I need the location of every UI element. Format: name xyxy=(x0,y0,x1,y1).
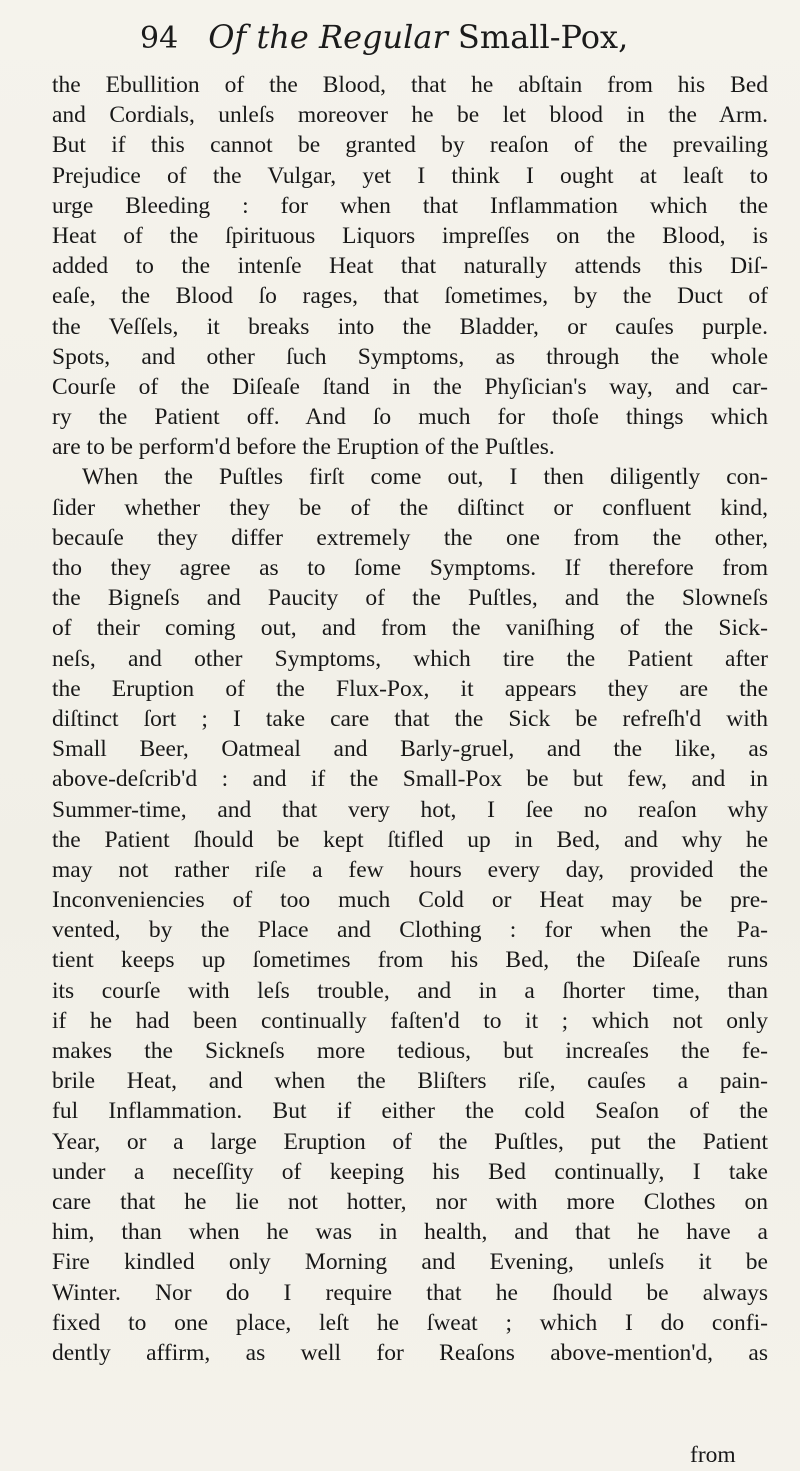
text-line: above-deſcrib'd : and if the Small-Pox be but few, and in xyxy=(52,766,768,793)
text-line: neſs, and other Symptoms, which tire the Patient after xyxy=(52,645,768,672)
text-line: ry the Patient off. And ſo much for thoſe things which xyxy=(52,404,768,431)
page-number: 94 xyxy=(140,21,179,56)
text-line: Inconveniencies of too much Cold or Heat may be pre- xyxy=(52,887,768,914)
text-line: the Veſſels, it breaks into the Bladder, or cauſes purple. xyxy=(52,313,768,340)
text-line: dently affirm, as well for Reaſons above-mention'd, as xyxy=(52,1339,768,1366)
text-line: the Bigneſs and Paucity of the Puſtles, and the Slowneſs xyxy=(52,585,768,612)
text-line: urge Bleeding : for when that Inflammation which the xyxy=(52,192,768,219)
text-line: the Ebullition of the Blood, that he abſtain from his Bed xyxy=(52,72,768,98)
text-line: and Cordials, unleſs moreover he be let blood in the Arm. xyxy=(52,102,768,129)
text-line: the Patient ſhould be kept ſtifled up in Bed, and why he xyxy=(52,826,768,853)
text-line: tho they agree as to ſome Symptoms. If therefore from xyxy=(52,555,768,581)
catchword: from xyxy=(690,1442,736,1468)
text-line: the Eruption of the Flux-Pox, it appears they are the xyxy=(52,675,768,702)
paragraph-start-line: When the Puſtles firſt come out, I then diligently con- xyxy=(82,464,768,491)
text-line: ſider whether they be of the diſtinct or confluent kind, xyxy=(52,494,768,521)
body-text xyxy=(52,70,768,1368)
text-line: under a neceſſity of keeping his Bed continually, I take xyxy=(52,1158,768,1185)
text-line: becauſe they differ extremely the one from the other, xyxy=(52,524,768,551)
running-head-rest: Small-Pox, xyxy=(447,18,629,56)
text-line: care that he lie not hotter, nor with more Clothes on xyxy=(52,1188,768,1215)
text-line: are to be perform'd before the Eruption of the Puſtles. xyxy=(52,434,555,461)
text-line: may not rather riſe a few hours every day, provided the xyxy=(52,856,768,883)
text-line: Fire kindled only Morning and Evening, unleſs it be xyxy=(52,1249,768,1276)
text-line: makes the Sickneſs more tedious, but increaſes the fe- xyxy=(52,1038,768,1064)
text-line: fixed to one place, leſt he ſweat ; which I do confi- xyxy=(52,1309,768,1336)
text-line: tient keeps up ſometimes from his Bed, the Diſeaſe runs xyxy=(52,947,768,974)
text-line: of their coming out, and from the vaniſhing of the Sick- xyxy=(52,615,768,642)
text-line: ful Inflammation. But if either the cold Seaſon of the xyxy=(52,1098,768,1125)
text-line: Summer-time, and that very hot, I ſee no reaſon why xyxy=(52,796,768,823)
text-line: Spots, and other ſuch Symptoms, as through the whole xyxy=(52,343,768,370)
page-header xyxy=(140,18,628,62)
text-line: brile Heat, and when the Bliſters riſe, cauſes a pain- xyxy=(52,1068,768,1095)
running-head xyxy=(208,18,628,56)
text-line: vented, by the Place and Clothing : for when the Pa- xyxy=(52,917,768,944)
running-head-italic: Of the Regular xyxy=(208,18,448,56)
text-line: if he had been continually faſten'd to it ; which not only xyxy=(52,1007,768,1034)
text-line: But if this cannot be granted by reaſon of the prevailing xyxy=(52,132,768,159)
text-line: Small Beer, Oatmeal and Barly-gruel, and the like, as xyxy=(52,736,768,763)
text-line: Heat of the ſpirituous Liquors impreſſes on the Blood, is xyxy=(52,222,768,249)
text-line: eaſe, the Blood ſo rages, that ſometimes, by the Duct of xyxy=(52,283,768,310)
text-line: diſtinct ſort ; I take care that the Sick be refreſh'd with xyxy=(52,705,768,732)
text-line: him, than when he was in health, and that he have a xyxy=(52,1219,768,1246)
text-line: Prejudice of the Vulgar, yet I think I ought at leaſt to xyxy=(52,162,768,189)
text-line: Winter. Nor do I require that he ſhould be always xyxy=(52,1279,768,1306)
text-line: added to the intenſe Heat that naturally attends this Diſ- xyxy=(52,253,768,280)
text-line: Courſe of the Diſeaſe ſtand in the Phyſician's way, and car- xyxy=(52,373,768,400)
text-line: its courſe with leſs trouble, and in a ſhorter time, than xyxy=(52,977,768,1004)
text-line: Year, or a large Eruption of the Puſtles, put the Patient xyxy=(52,1128,768,1155)
